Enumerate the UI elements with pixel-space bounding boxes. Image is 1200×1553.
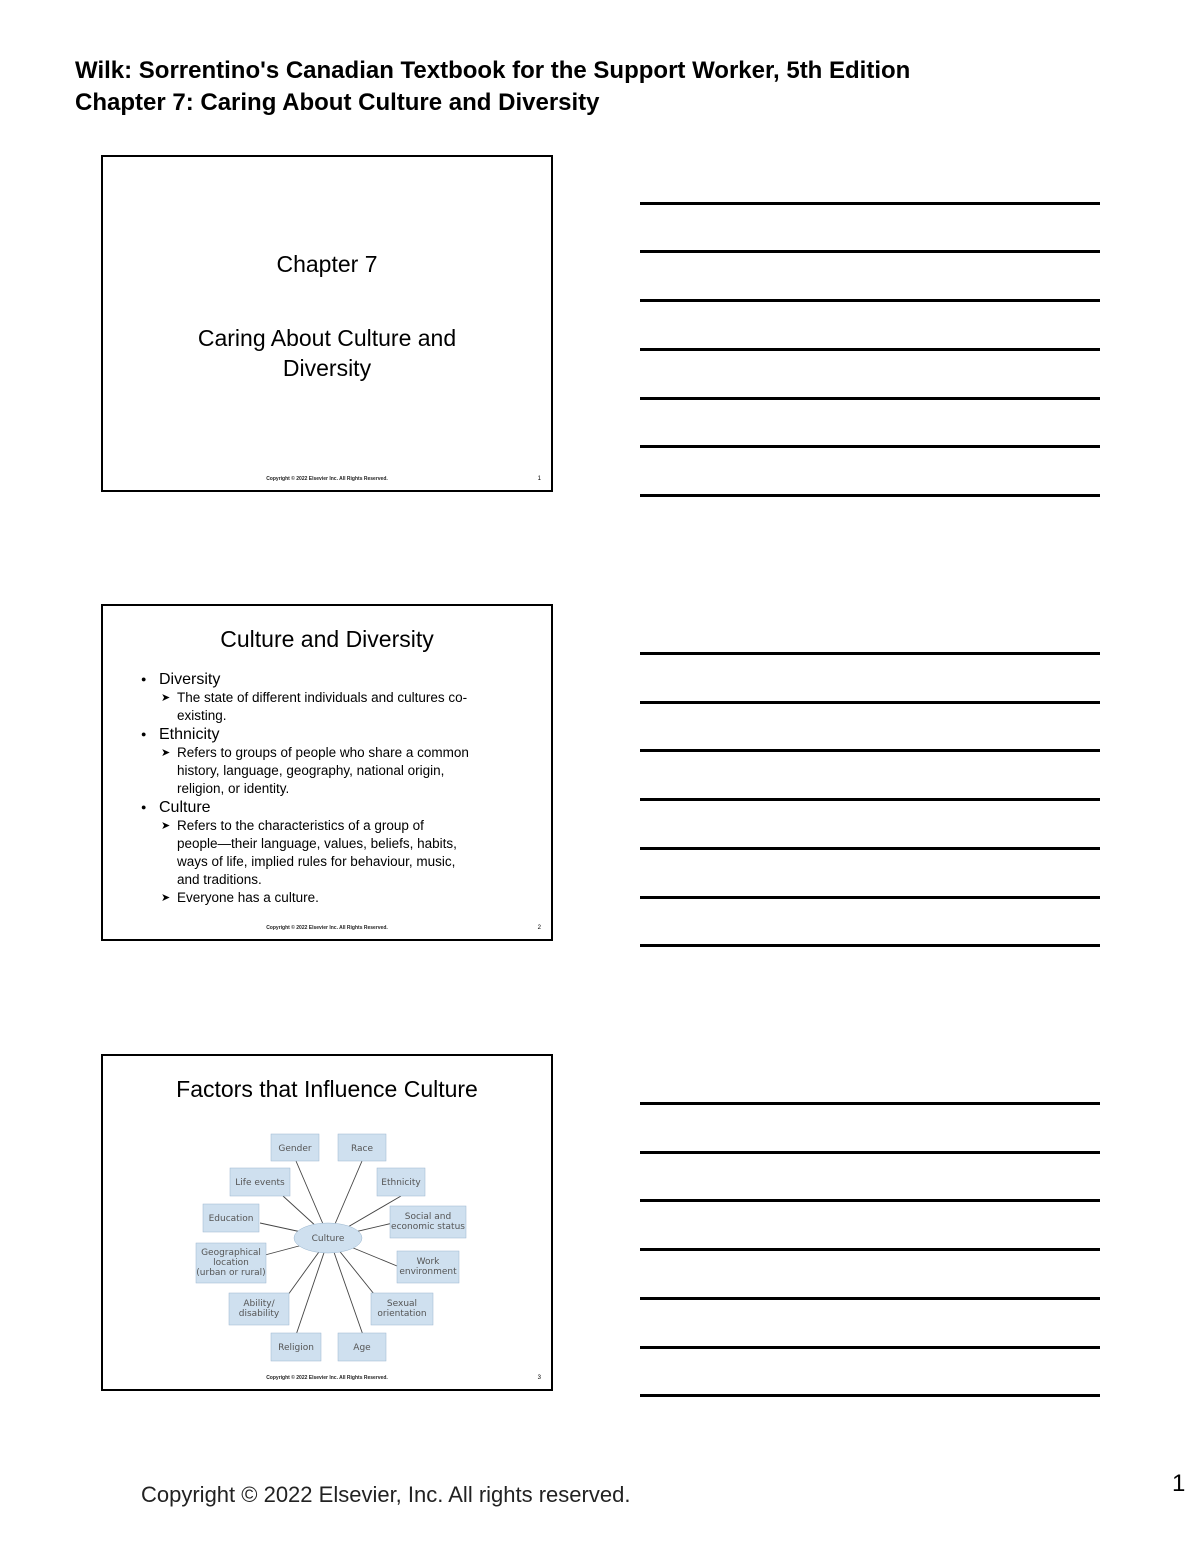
factor-age: [338, 1333, 386, 1361]
factor-sexual-orientation: [371, 1293, 433, 1325]
book-title: Wilk: Sorrentino's Canadian Textbook for the Support Worker, 5th Edition: [75, 57, 911, 84]
factor-ethnicity: [377, 1168, 425, 1196]
note-line: [640, 701, 1100, 704]
slide-1-subtitle-line-1: Caring About Culture and: [197, 325, 457, 351]
sub-bullet-continued: [139, 871, 511, 889]
sub-text: religion, or identity.: [177, 781, 290, 796]
slide-2-bullets: [139, 670, 511, 907]
note-line: [640, 202, 1100, 205]
note-line: [640, 445, 1100, 448]
page-copyright: Copyright © 2022 Elsevier, Inc. All rights reserved.: [141, 1482, 631, 1507]
factor-label: Ability/ disability: [238, 1299, 280, 1319]
factor-label: Education: [208, 1214, 254, 1224]
factor-label: Gender: [278, 1144, 312, 1154]
note-line: [640, 1346, 1100, 1349]
slide-3-title: Factors that Influence Culture: [176, 1076, 478, 1102]
factor-label: Social and economic status: [391, 1212, 465, 1232]
factor-work-environment: [397, 1251, 459, 1283]
note-line: [640, 1199, 1100, 1202]
factor-label: Religion: [278, 1343, 314, 1353]
sub-bullet-continued: [139, 762, 511, 780]
factor-label: Life events: [235, 1178, 285, 1188]
slide-1: [101, 155, 553, 492]
note-line: [640, 896, 1100, 899]
note-line: [640, 250, 1100, 253]
slide-3: [101, 1054, 553, 1391]
slide-3-copyright: Copyright © 2022 Elsevier Inc. All Rights Reserved.: [266, 1375, 388, 1381]
bullet-culture: ● Culture: [139, 798, 511, 817]
note-line: [640, 1248, 1100, 1251]
factor-religion: [271, 1333, 321, 1361]
note-line: [640, 1102, 1100, 1105]
culture-factors-diagram: [103, 1056, 551, 1389]
sub-text: Refers to the characteristics of a group of: [177, 818, 424, 833]
note-line: [640, 1151, 1100, 1154]
note-line: [640, 652, 1100, 655]
note-line: [640, 397, 1100, 400]
sub-text: existing.: [177, 708, 227, 723]
slide-3-number: 3: [537, 1375, 541, 1381]
arrow-bullet-icon: ➤: [161, 747, 171, 759]
sub-bullet: [139, 817, 511, 835]
slide-1-subtitle: [103, 323, 551, 383]
document-header: [75, 55, 910, 119]
arrow-bullet-icon: ➤: [161, 892, 171, 904]
slide-2-number: 2: [537, 925, 541, 931]
note-line: [640, 1297, 1100, 1300]
factor-social-economic-status: [390, 1206, 466, 1238]
sub-text: history, language, geography, national origin,: [177, 763, 445, 778]
slide-2-title: Culture and Diversity: [220, 626, 434, 652]
note-line: [640, 348, 1100, 351]
chapter-title: Chapter 7: Caring About Culture and Diversity: [75, 89, 600, 116]
sub-bullet: [139, 744, 511, 762]
center-label: Culture: [311, 1234, 345, 1244]
note-line: [640, 1394, 1100, 1397]
arrow-bullet-icon: ➤: [161, 820, 171, 832]
factor-label: Sexual orientation: [377, 1299, 427, 1319]
bullet-diversity: ● Diversity: [139, 670, 511, 689]
factor-race: [338, 1134, 386, 1161]
sub-bullet: [139, 689, 511, 707]
sub-bullet: [139, 889, 511, 907]
factor-label: Work environment: [399, 1257, 457, 1277]
sub-text: The state of different individuals and cultures co-: [177, 690, 468, 705]
sub-text: people—their language, values, beliefs, habits,: [177, 836, 457, 851]
factor-education: [203, 1204, 259, 1232]
factor-gender: [271, 1134, 319, 1161]
arrow-bullet-icon: ➤: [161, 692, 171, 704]
sub-bullet-continued: [139, 707, 511, 725]
note-line: [640, 299, 1100, 302]
sub-text: ways of life, implied rules for behaviour, music,: [177, 854, 456, 869]
slide-1-number: 1: [537, 476, 541, 482]
note-line: [640, 798, 1100, 801]
page-number: 1: [1172, 1470, 1186, 1497]
factor-label: Age: [353, 1343, 371, 1353]
factor-geographical-location: [196, 1243, 266, 1283]
note-line: [640, 494, 1100, 497]
slide-1-subtitle-line-2: Diversity: [282, 355, 372, 381]
slide-2-copyright: Copyright © 2022 Elsevier Inc. All Rights Reserved.: [266, 925, 388, 931]
factor-label: Geographical location (urban or rural): [196, 1248, 266, 1278]
slide-1-copyright: Copyright © 2022 Elsevier Inc. All Rights Reserved.: [266, 476, 388, 482]
sub-text: Everyone has a culture.: [177, 890, 319, 905]
factor-life-events: [230, 1168, 290, 1196]
slide-2: [101, 604, 553, 941]
factor-label: Ethnicity: [381, 1178, 421, 1188]
sub-bullet-continued: [139, 780, 511, 798]
sub-bullet-continued: [139, 835, 511, 853]
note-line: [640, 749, 1100, 752]
slide-1-title: Chapter 7: [276, 251, 378, 277]
factor-label: Race: [350, 1144, 374, 1154]
sub-bullet-continued: [139, 853, 511, 871]
note-line: [640, 944, 1100, 947]
note-line: [640, 847, 1100, 850]
sub-text: and traditions.: [177, 872, 262, 887]
bullet-ethnicity: ● Ethnicity: [139, 725, 511, 744]
factor-ability-disability: [229, 1293, 289, 1325]
sub-text: Refers to groups of people who share a common: [177, 745, 469, 760]
